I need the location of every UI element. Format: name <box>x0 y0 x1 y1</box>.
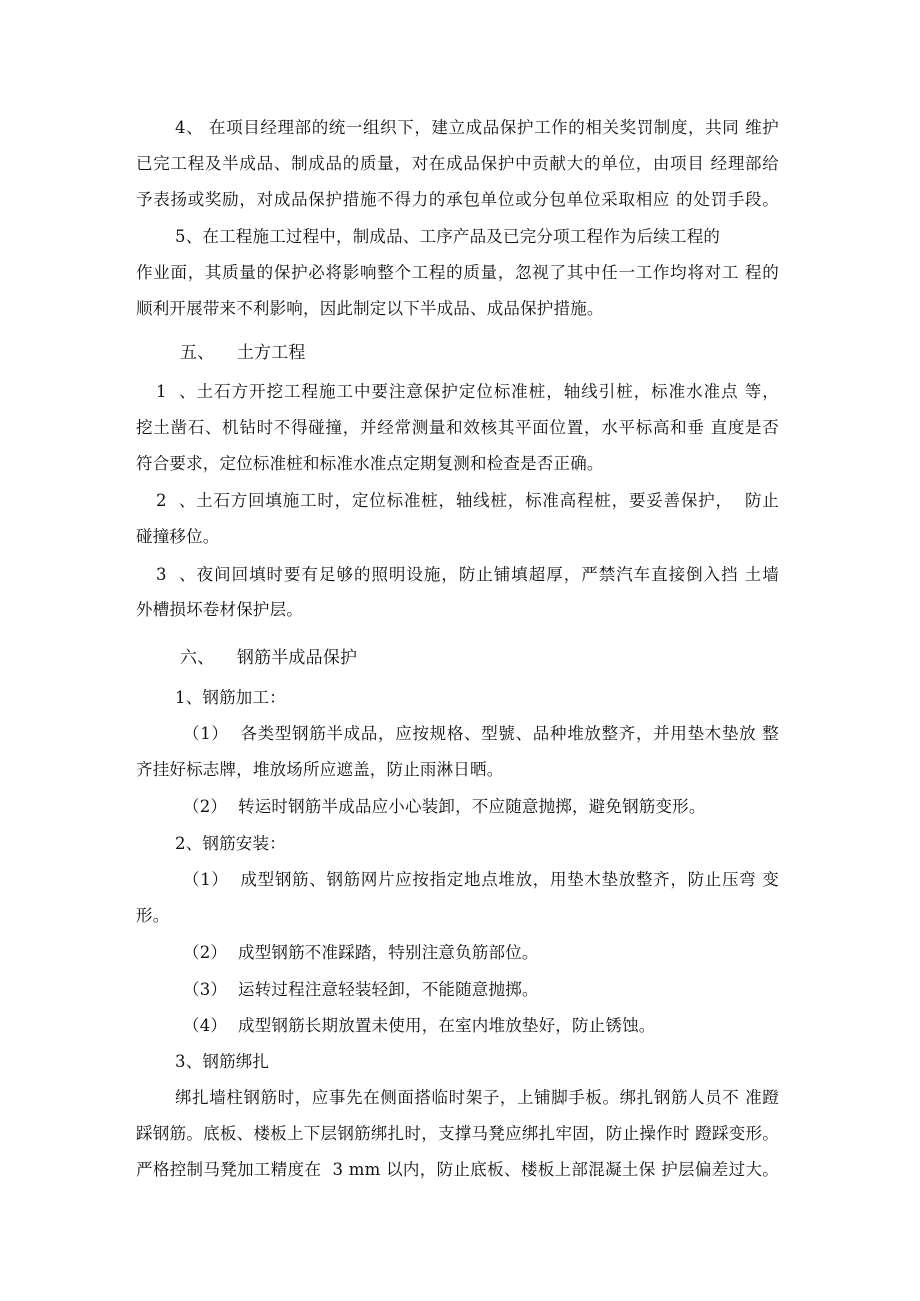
section-heading-rebar: 六、 钢筋半成品保护 <box>180 648 358 668</box>
section-heading-earthwork: 五、 土方工程 <box>180 343 306 363</box>
rebar-processing-item-1-line-1: （1） 各类型钢筋半成品，应按规格、型號、品种堆放整齐，并用垫木垫放 整 <box>183 724 779 743</box>
rebar-installation-item-3: （3） 运转过程注意轻装轻卸，不能随意抛掷。 <box>183 980 539 999</box>
rebar-installation-item-1-line-2: 形。 <box>136 906 170 925</box>
rebar-installation-item-2: （2） 成型钢筋不准踩踏，特别注意负筋部位。 <box>183 943 539 962</box>
paragraph-4-line-2: 已完工程及半成品、制成品的质量，对在成品保护中贡献大的单位，由项目 经理部给 <box>136 154 779 173</box>
rebar-installation-item-4: （4） 成型钢筋长期放置未使用，在室内堆放垫好，防止锈蚀。 <box>183 1016 656 1035</box>
paragraph-5-line-3: 顺利开展带来不利影响，因此制定以下半成品、成品保护措施。 <box>136 299 604 318</box>
earthwork-item-3-line-1: 3 、夜间回填时要有足够的照明设施，防止铺填超厚，严禁汽车直接倒入挡 土墙 <box>156 565 779 584</box>
paragraph-4-line-1: 4、 在项目经理部的统一组织下，建立成品保护工作的相关奖罚制度，共同 维护 <box>175 118 779 137</box>
earthwork-item-1-line-2: 挖土凿石、机钻时不得碰撞，并经常测量和效核其平面位置，水平标高和垂 直度是否 <box>136 418 779 437</box>
rebar-processing-item-2: （2） 转运时钢筋半成品应小心装卸，不应随意抛掷，避免钢筋变形。 <box>183 797 706 816</box>
rebar-processing-item-1-line-2: 齐挂好标志牌，堆放场所应遮盖，防止雨淋日晒。 <box>136 760 504 779</box>
rebar-binding-line-2: 踩钢筋。底板、楼板上下层钢筋绑扎时，支撑马凳应绑扎牢固，防止操作时 蹬踩变形。 <box>136 1124 779 1143</box>
earthwork-item-1-line-1: 1 、土石方开挖工程施工中要注意保护定位标准桩，轴线引桩，标准水准点 等， <box>156 382 779 401</box>
rebar-binding-line-3: 严格控制马凳加工精度在 3 mm 以内，防止底板、楼板上部混凝土保 护层偏差过大。 <box>136 1160 779 1179</box>
earthwork-item-2-line-2: 碰撞移位。 <box>136 527 220 546</box>
paragraph-5-line-1: 5、在工程施工过程中，制成品、工序产品及已完分项工程作为后续工程的 <box>175 227 721 246</box>
rebar-installation-item-1-line-1: （1） 成型钢筋、钢筋网片应按指定地点堆放，用垫木垫放整齐，防止压弯 变 <box>183 870 779 889</box>
paragraph-4-line-3: 予表扬或奖励，对成品保护措施不得力的承包单位或分包单位采取相应 的处罚手段。 <box>136 190 779 209</box>
earthwork-item-3-line-2: 外槽损坏卷材保护层。 <box>136 600 303 619</box>
earthwork-item-1-line-3: 符合要求，定位标准桩和标准水准点定期复测和检查是否正确。 <box>136 454 604 473</box>
rebar-subheading-installation: 2、钢筋安装： <box>175 834 286 853</box>
paragraph-5-line-2: 作业面，其质量的保护必将影响整个工程的质量，忽视了其中任一工作均将对工 程的 <box>136 263 779 282</box>
rebar-subheading-processing: 1、钢筋加工： <box>175 688 286 707</box>
rebar-binding-line-1: 绑扎墙柱钢筋时，应事先在侧面搭临时架子，上铺脚手板。绑扎钢筋人员不 准蹬 <box>175 1088 779 1107</box>
earthwork-item-2-line-1: 2 、土石方回填施工时，定位标准桩，轴线桩，标准高程桩，要妥善保护， 防止 <box>156 491 779 510</box>
rebar-subheading-binding: 3、钢筋绑扎 <box>175 1052 270 1071</box>
